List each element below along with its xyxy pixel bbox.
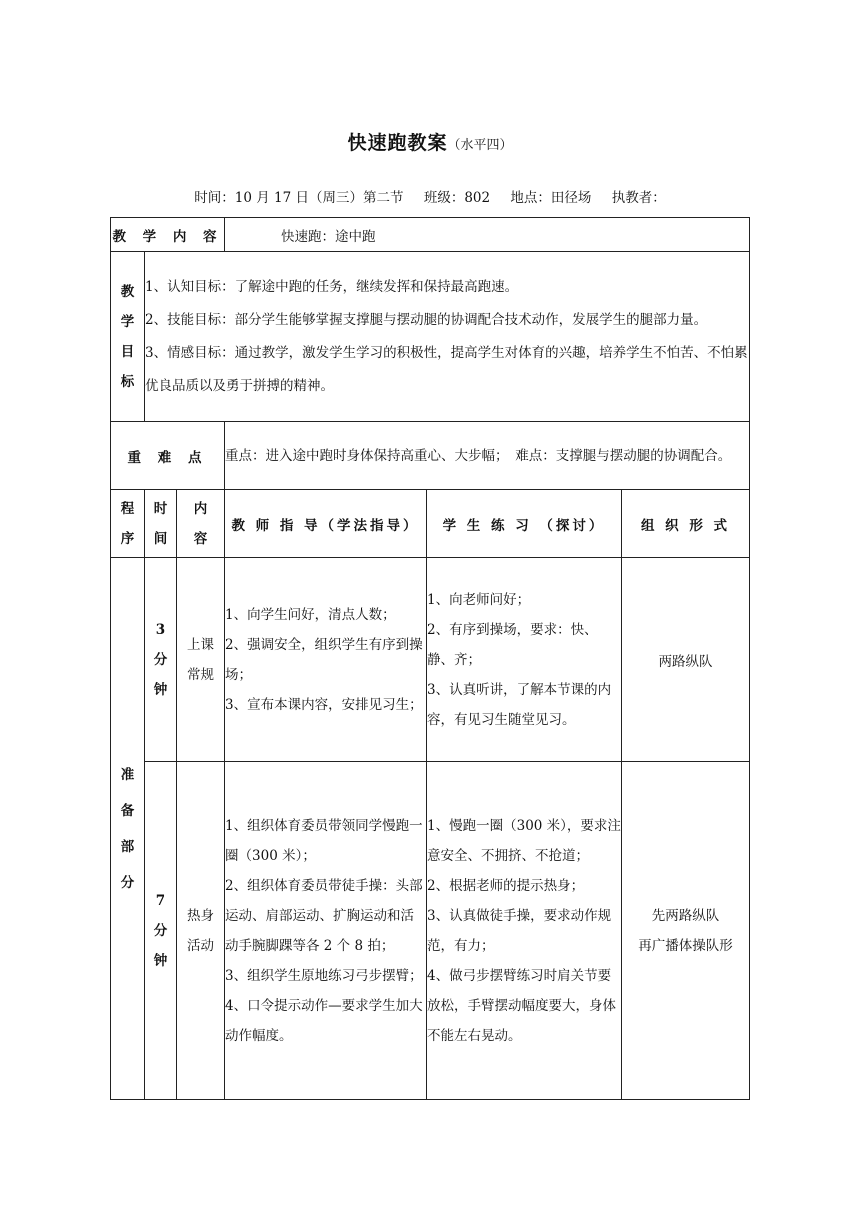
section-char: 部	[120, 838, 135, 855]
objectives-label	[111, 252, 145, 422]
header-procedure	[111, 490, 145, 558]
teacher-item: 2、强调安全，组织学生有序到操场；	[225, 636, 423, 683]
meta-class: 班级：802	[423, 190, 491, 206]
org-line: 再广播体操队形	[638, 937, 733, 954]
student-item: 1、慢跑一圈（300 米），要求注意安全、不拥挤、不抢道；	[427, 817, 621, 864]
time-char: 分	[153, 651, 168, 668]
objectives-row	[111, 252, 750, 422]
time-char: 钟	[153, 952, 168, 969]
org-line: 先两路纵队	[651, 907, 720, 924]
header-char: 内	[193, 500, 208, 517]
header-org: 组 织 形 式	[622, 490, 750, 558]
section-char: 准	[120, 766, 135, 783]
header-char: 序	[120, 530, 135, 547]
key-points-label: 重 难 点	[111, 422, 225, 490]
teacher-item: 1、向学生问好，清点人数；	[225, 606, 396, 623]
section-label	[111, 558, 145, 1100]
meta-teacher: 执教者：	[611, 190, 666, 206]
row-content	[177, 558, 225, 762]
objective-item: 2、技能目标：部分学生能够掌握支撑腿与摆动腿的协调配合技术动作，发展学生的腿部力量。	[145, 311, 708, 328]
row-teacher	[225, 762, 427, 1100]
content-label: 教 学 内 容	[111, 218, 225, 252]
header-student: 学 生 练 习 （探讨）	[427, 490, 622, 558]
teacher-item: 3、组织学生原地练习弓步摆臂；	[225, 967, 423, 984]
row-org	[622, 762, 750, 1100]
document-title	[0, 128, 860, 155]
content-row	[111, 218, 750, 252]
time-char: 分	[153, 922, 168, 939]
section-char: 分	[120, 874, 135, 891]
teacher-item: 2、组织体育委员带徒手操：头部运动、肩部运动、扩胸运动和活动手腕脚踝等各 2 个 8 拍；	[225, 877, 423, 954]
row-content	[177, 762, 225, 1100]
student-item: 3、认真听讲，了解本节课的内容，有见习生随堂见习。	[427, 681, 612, 728]
content-value: 快速跑：途中跑	[225, 218, 750, 252]
objective-item: 3、情感目标：通过教学，激发学生学习的积极性，提高学生对体育的兴趣，培养学生不怕苦、不怕累优良品质以及勇于拼搏的精神。	[145, 344, 748, 394]
key-points-row	[111, 422, 750, 490]
key-points-text: 重点：进入途中跑时身体保持高重心、大步幅； 难点：支撑腿与摆动腿的协调配合。	[225, 422, 750, 490]
meta-time: 时间：10 月 17 日（周三）第二节	[194, 190, 404, 206]
content-line: 活动	[187, 937, 214, 954]
row-student	[427, 762, 622, 1100]
header-char: 容	[193, 530, 208, 547]
title-sub: （水平四）	[447, 138, 513, 153]
header-char: 间	[153, 530, 168, 547]
time-char: 3	[155, 621, 166, 638]
meta-place: 地点：田径场	[510, 190, 592, 206]
label-char: 教	[120, 283, 135, 300]
header-teacher: 教 师 指 导（学法指导）	[225, 490, 427, 558]
header-time	[145, 490, 177, 558]
time-char: 钟	[153, 681, 168, 698]
table-row	[111, 558, 750, 762]
header-content	[177, 490, 225, 558]
label-char: 标	[120, 373, 135, 390]
objective-item: 1、认知目标：了解途中跑的任务，继续发挥和保持最高跑速。	[145, 278, 519, 295]
time-char: 7	[155, 892, 166, 909]
objectives-text	[145, 252, 750, 422]
label-char: 学	[120, 313, 135, 330]
teacher-item: 4、口令提示动作—要求学生加大动作幅度。	[225, 997, 423, 1044]
student-item: 4、做弓步摆臂练习时肩关节要放松，手臂摆动幅度要大，身体不能左右晃动。	[427, 967, 617, 1044]
row-teacher	[225, 558, 427, 762]
row-time	[145, 762, 177, 1100]
student-item: 2、有序到操场，要求：快、静、齐；	[427, 621, 598, 668]
row-student	[427, 558, 622, 762]
content-line: 常规	[187, 666, 214, 683]
row-time	[145, 558, 177, 762]
lesson-plan-table	[110, 217, 750, 1100]
header-row	[111, 490, 750, 558]
teacher-item: 3、宣布本课内容，安排见习生；	[225, 696, 423, 713]
table-row	[111, 762, 750, 1100]
teacher-item: 1、组织体育委员带领同学慢跑一圈（300 米）；	[225, 817, 423, 864]
lesson-meta	[0, 186, 860, 206]
label-char: 目	[120, 343, 135, 360]
section-char: 备	[120, 802, 135, 819]
student-item: 2、根据老师的提示热身；	[427, 877, 585, 894]
row-org	[622, 558, 750, 762]
title-main: 快速跑教案	[347, 132, 448, 154]
content-line: 上课	[187, 636, 214, 653]
content-line: 热身	[187, 907, 214, 924]
header-char: 程	[120, 500, 135, 517]
student-item: 1、向老师问好；	[427, 591, 531, 608]
org-line: 两路纵队	[658, 653, 713, 670]
student-item: 3、认真做徒手操，要求动作规范，有力；	[427, 907, 612, 954]
header-char: 时	[153, 500, 168, 517]
